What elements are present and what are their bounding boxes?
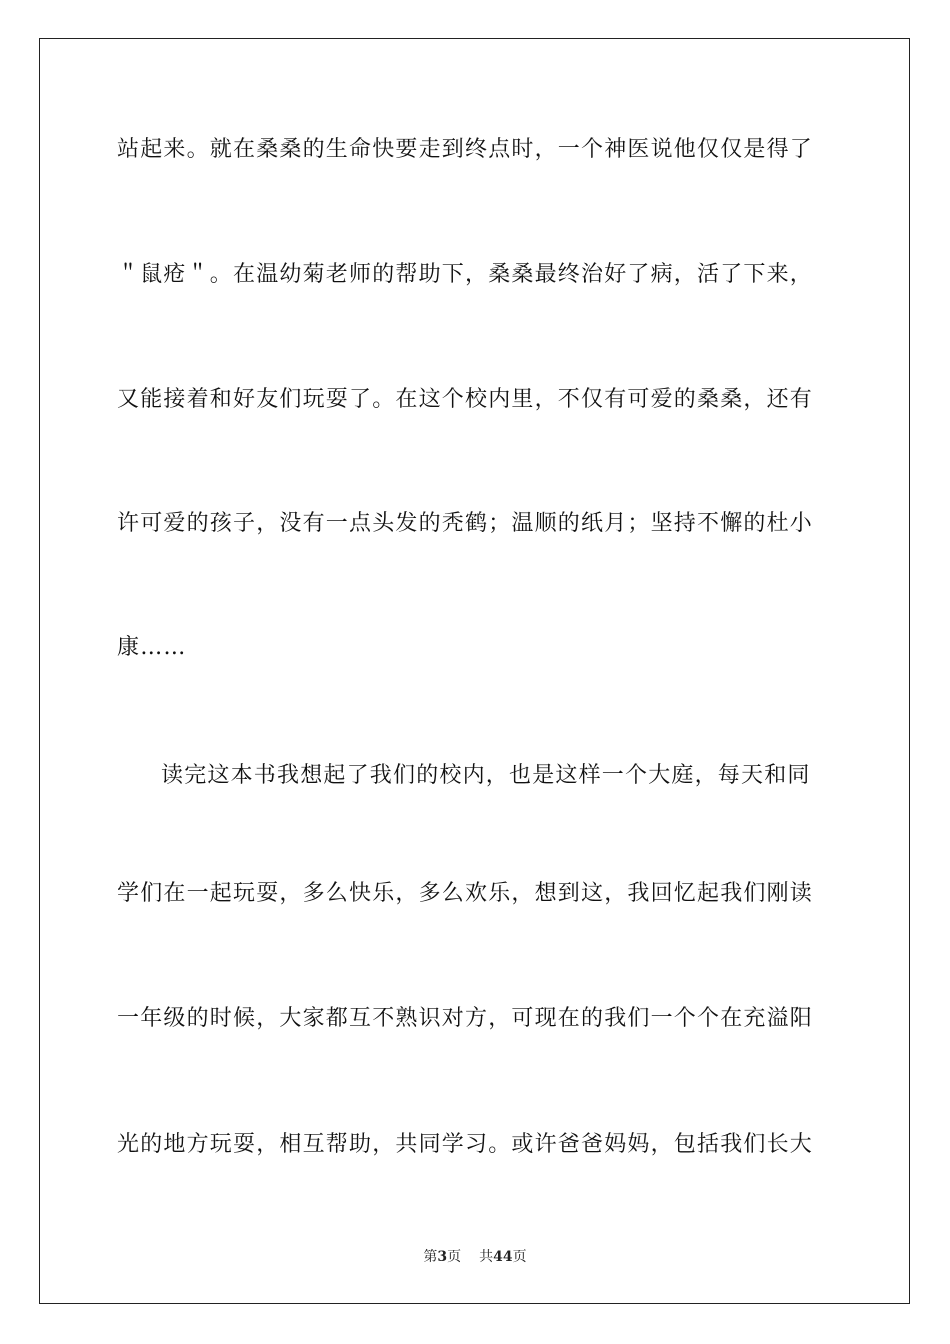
total-pages-prefix: 共 (479, 1249, 494, 1265)
body-text-line: 光的地方玩耍，相互帮助，共同学习。或许爸爸妈妈，包括我们长大 (117, 1132, 814, 1157)
body-text-line: 又能接着和好友们玩耍了。在这个校内里，不仅有可爱的桑桑，还有 (117, 387, 814, 412)
total-pages-number: 44 (493, 1249, 513, 1265)
body-text-line: 一年级的时候，大家都互不熟识对方，可现在的我们一个个在充溢阳 (117, 1006, 814, 1031)
page-footer (0, 1247, 950, 1267)
body-text-line: 许可爱的孩子，没有一点头发的秃鹤；温顺的纸月；坚持不懈的杜小 (117, 511, 814, 536)
body-text-line: 站起来。就在桑桑的生命快要走到终点时，一个神医说他仅仅是得了 (117, 137, 814, 162)
page-border (39, 38, 910, 1304)
body-text-line: 学们在一起玩耍，多么快乐，多么欢乐，想到这，我回忆起我们刚读 (117, 881, 814, 906)
page-number-prefix: 第 (423, 1249, 438, 1265)
current-page-number: 3 (437, 1249, 448, 1265)
body-text-line: ＂鼠疮＂。在温幼菊老师的帮助下，桑桑最终治好了病，活了下来， (117, 262, 814, 287)
page-number-suffix: 页 (447, 1249, 462, 1265)
body-text-line: 康…… (117, 635, 187, 660)
paragraph-start-line: 读完这本书我想起了我们的校内，也是这样一个大庭，每天和同 (161, 763, 811, 788)
total-pages-suffix: 页 (512, 1249, 527, 1265)
